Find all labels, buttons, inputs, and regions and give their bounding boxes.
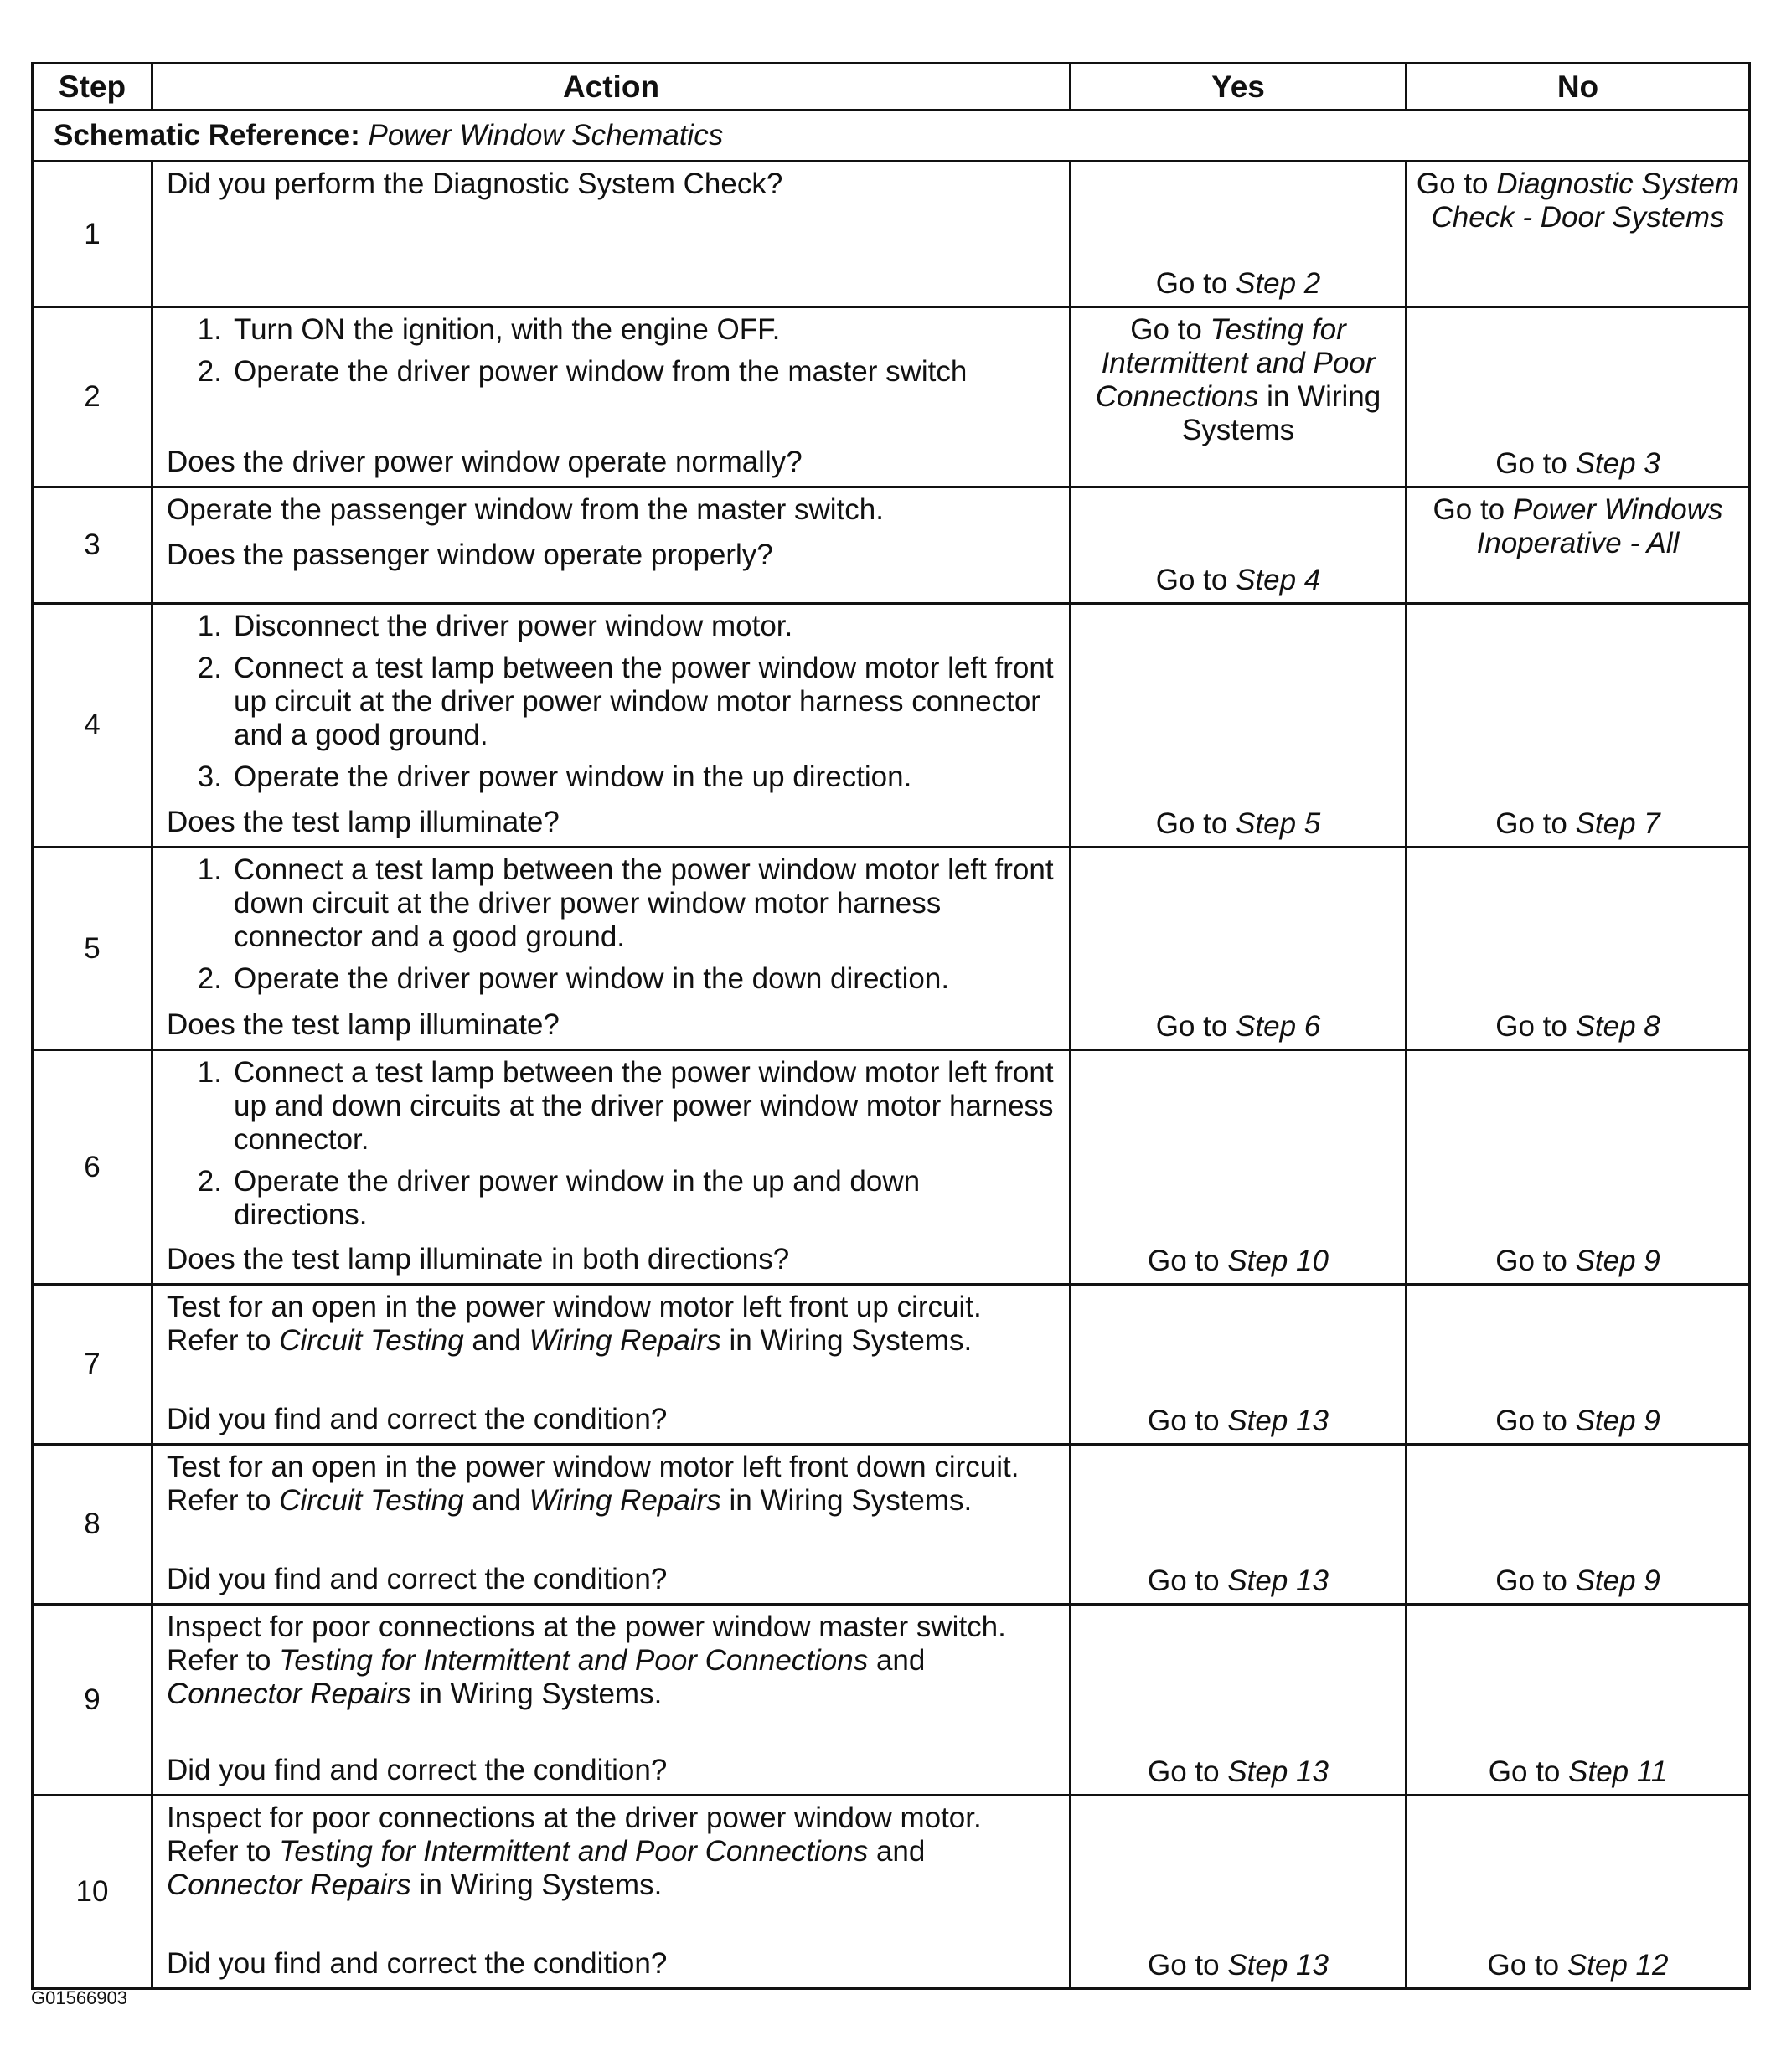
no-goto-link[interactable]: Step 9 xyxy=(1575,1405,1660,1437)
no-goto-text xyxy=(1407,1245,1748,1278)
no-cell xyxy=(1407,1285,1750,1445)
yes-goto-prefix: Go to xyxy=(1130,313,1211,346)
header-action: Action xyxy=(152,64,1071,111)
action-body xyxy=(167,853,1057,1004)
yes-cell xyxy=(1071,1605,1407,1796)
action-cell xyxy=(152,1050,1071,1285)
yes-goto-link[interactable]: Step 13 xyxy=(1227,1564,1329,1597)
action-body xyxy=(167,610,1057,802)
yes-goto-text xyxy=(1071,807,1405,841)
action-steps xyxy=(167,610,1057,794)
text-segment: and xyxy=(463,1324,529,1357)
action-step-text: Operate the driver power window in the up direction. xyxy=(234,760,912,793)
action-content xyxy=(167,1451,1057,1596)
step-number: 8 xyxy=(33,1445,152,1605)
action-body xyxy=(167,313,1057,397)
yes-goto-link[interactable]: Testing for Intermittent and Poor Connections xyxy=(1095,313,1376,413)
text-segment: in Wiring Systems. xyxy=(410,1868,663,1901)
action-step xyxy=(167,962,1057,996)
reference-link[interactable]: Testing for Intermittent and Poor Connections xyxy=(279,1644,869,1677)
action-line: Operate the passenger window from the master switch. xyxy=(167,493,884,526)
step-number: 5 xyxy=(33,848,152,1050)
action-step-number: 1. xyxy=(197,853,222,886)
reference-link[interactable]: Connector Repairs xyxy=(167,1868,411,1901)
action-content xyxy=(167,493,1057,595)
action-body xyxy=(167,1291,1057,1358)
action-cell xyxy=(152,1445,1071,1605)
reference-link[interactable]: Wiring Repairs xyxy=(529,1324,721,1357)
no-cell xyxy=(1407,307,1750,487)
no-goto-link[interactable]: Step 9 xyxy=(1575,1564,1660,1597)
action-cell xyxy=(152,162,1071,307)
schematic-reference-link[interactable]: Power Window Schematics xyxy=(368,119,724,152)
text-segment: in Wiring Systems. xyxy=(410,1678,663,1710)
action-content xyxy=(167,313,1057,479)
table-row xyxy=(33,1796,1750,1989)
action-body xyxy=(167,493,1057,584)
action-step-text: Operate the driver power window from the master switch xyxy=(234,355,968,388)
action-content xyxy=(167,1801,1057,1981)
action-cell xyxy=(152,604,1071,848)
action-step xyxy=(167,610,1057,643)
action-text xyxy=(167,1291,1057,1358)
yes-cell xyxy=(1071,1445,1407,1605)
text-segment: Test for an open in the power window motor left front down circuit. Refer to xyxy=(167,1451,1020,1517)
text-segment: in Wiring Systems. xyxy=(720,1324,973,1357)
text-segment: and xyxy=(463,1484,529,1517)
no-goto-prefix: Go to xyxy=(1495,447,1576,480)
action-cell xyxy=(152,307,1071,487)
yes-goto-text xyxy=(1071,1010,1405,1044)
table-row xyxy=(33,848,1750,1050)
no-goto-prefix: Go to xyxy=(1495,1010,1576,1043)
text-segment: Inspect for poor connections at the driver power window motor. Refer to xyxy=(167,1801,982,1868)
action-step-text: Connect a test lamp between the power window motor left front up circuit at the driver power window motor harness connector and a good ground. xyxy=(234,652,1054,751)
action-steps xyxy=(167,313,1057,389)
action-step xyxy=(167,355,1057,389)
yes-cell xyxy=(1071,848,1407,1050)
yes-goto-text xyxy=(1071,1755,1405,1789)
no-goto-text xyxy=(1407,168,1748,235)
action-text xyxy=(167,1801,1057,1902)
table-row xyxy=(33,604,1750,848)
text-segment: Test for an open in the power window motor left front up circuit. Refer to xyxy=(167,1291,982,1357)
text-segment: Inspect for poor connections at the power window master switch. Refer to xyxy=(167,1611,1006,1677)
table-row xyxy=(33,1445,1750,1605)
yes-cell xyxy=(1071,1285,1407,1445)
step-number: 7 xyxy=(33,1285,152,1445)
yes-cell xyxy=(1071,162,1407,307)
action-question: Does the test lamp illuminate in both directions? xyxy=(167,1243,790,1276)
no-cell xyxy=(1407,1796,1750,1989)
yes-goto-link[interactable]: Step 4 xyxy=(1236,564,1321,596)
text-segment: in Wiring Systems. xyxy=(720,1484,973,1517)
yes-goto-prefix: Go to xyxy=(1148,1405,1228,1437)
action-content xyxy=(167,168,1057,299)
step-number: 2 xyxy=(33,307,152,487)
yes-goto-link[interactable]: Step 5 xyxy=(1236,807,1321,840)
no-cell xyxy=(1407,604,1750,848)
step-number: 6 xyxy=(33,1050,152,1285)
text-segment: and xyxy=(868,1835,926,1868)
no-goto-prefix: Go to xyxy=(1495,1564,1576,1597)
yes-goto-text xyxy=(1071,267,1405,301)
action-question: Did you find and correct the condition? xyxy=(167,1403,668,1435)
action-question: Does the driver power window operate normally? xyxy=(167,446,803,478)
action-question: Does the test lamp illuminate? xyxy=(167,1008,560,1041)
table-row xyxy=(33,487,1750,604)
step-number: 1 xyxy=(33,162,152,307)
yes-goto-text xyxy=(1071,1245,1405,1278)
yes-goto-link[interactable]: Step 2 xyxy=(1236,267,1321,300)
header-step: Step xyxy=(33,64,152,111)
yes-goto-link[interactable]: Step 6 xyxy=(1236,1010,1321,1043)
action-step xyxy=(167,1165,1057,1232)
table-row xyxy=(33,1050,1750,1285)
yes-goto-text xyxy=(1071,1564,1405,1598)
no-goto-text xyxy=(1407,493,1748,560)
action-content xyxy=(167,1056,1057,1276)
action-step-text: Operate the driver power window in the down direction. xyxy=(234,962,950,995)
action-text xyxy=(167,1611,1057,1711)
no-goto-prefix: Go to xyxy=(1488,1755,1569,1788)
yes-goto-prefix: Go to xyxy=(1155,807,1236,840)
no-goto-prefix: Go to xyxy=(1487,1949,1567,1982)
action-step-number: 1. xyxy=(197,610,222,642)
schematic-reference-row xyxy=(33,111,1750,162)
yes-goto-link[interactable]: Step 13 xyxy=(1227,1949,1329,1982)
yes-goto-prefix: Go to xyxy=(1155,267,1236,300)
no-cell xyxy=(1407,487,1750,604)
action-cell xyxy=(152,487,1071,604)
action-step xyxy=(167,853,1057,954)
no-goto-prefix: Go to xyxy=(1495,1405,1576,1437)
no-cell xyxy=(1407,1605,1750,1796)
header-yes: Yes xyxy=(1071,64,1407,111)
no-goto-link[interactable]: Power Windows Inoperative - All xyxy=(1476,493,1723,559)
yes-goto-link[interactable]: Step 10 xyxy=(1227,1245,1329,1277)
action-step xyxy=(167,760,1057,794)
no-goto-link[interactable]: Step 8 xyxy=(1575,1010,1660,1043)
no-goto-link[interactable]: Step 12 xyxy=(1567,1949,1669,1982)
yes-goto-prefix: Go to xyxy=(1148,1564,1228,1597)
no-goto-text xyxy=(1407,807,1748,841)
action-body xyxy=(167,1451,1057,1518)
yes-goto-prefix: Go to xyxy=(1148,1949,1228,1982)
no-cell xyxy=(1407,1050,1750,1285)
action-step-number: 2. xyxy=(197,355,222,388)
no-goto-text xyxy=(1407,1405,1748,1438)
action-step xyxy=(167,1056,1057,1157)
action-cell xyxy=(152,848,1071,1050)
text-segment: and xyxy=(868,1644,926,1677)
action-step-text: Disconnect the driver power window motor. xyxy=(234,610,793,642)
action-body xyxy=(167,1611,1057,1711)
action-cell xyxy=(152,1796,1071,1989)
diagnostic-table xyxy=(31,62,1751,1990)
schematic-reference-label: Schematic Reference: xyxy=(54,119,360,152)
schematic-reference xyxy=(33,111,1750,162)
action-step-number: 2. xyxy=(197,1165,222,1198)
action-step-text: Connect a test lamp between the power window motor left front up and down circuits at the driver power window motor harness connector. xyxy=(234,1056,1054,1156)
action-content xyxy=(167,853,1057,1042)
action-content xyxy=(167,1611,1057,1787)
action-step-text: Connect a test lamp between the power window motor left front down circuit at the driver power window motor harness connector and a good ground. xyxy=(234,853,1054,953)
action-step-text: Operate the driver power window in the up and down directions. xyxy=(234,1165,921,1231)
action-steps xyxy=(167,1056,1057,1232)
no-cell xyxy=(1407,848,1750,1050)
yes-goto-prefix: Go to xyxy=(1155,564,1236,596)
action-content xyxy=(167,1291,1057,1436)
action-cell xyxy=(152,1285,1071,1445)
action-content xyxy=(167,610,1057,839)
action-step xyxy=(167,313,1057,347)
no-goto-prefix: Go to xyxy=(1495,1245,1576,1277)
yes-goto-link[interactable]: Step 13 xyxy=(1227,1405,1329,1437)
yes-goto-link[interactable]: Step 13 xyxy=(1227,1755,1329,1788)
reference-link[interactable]: Connector Repairs xyxy=(167,1678,411,1710)
table-row xyxy=(33,1285,1750,1445)
yes-goto-text xyxy=(1071,564,1405,597)
no-goto-text xyxy=(1407,447,1748,481)
reference-link[interactable]: Circuit Testing xyxy=(279,1324,464,1357)
action-question: Did you find and correct the condition? xyxy=(167,1947,668,1980)
action-body xyxy=(167,1056,1057,1240)
no-goto-link[interactable]: Diagnostic System Check - Door Systems xyxy=(1431,168,1740,234)
no-goto-link[interactable]: Step 9 xyxy=(1575,1245,1660,1277)
reference-link[interactable]: Circuit Testing xyxy=(279,1484,464,1517)
yes-goto-prefix: Go to xyxy=(1155,1010,1236,1043)
no-goto-text xyxy=(1407,1010,1748,1044)
yes-cell xyxy=(1071,604,1407,848)
reference-link[interactable]: Wiring Repairs xyxy=(529,1484,721,1517)
action-step-number: 2. xyxy=(197,962,222,995)
action-line: Did you perform the Diagnostic System Check? xyxy=(167,168,783,200)
action-step-number: 3. xyxy=(197,760,222,793)
no-goto-prefix: Go to xyxy=(1495,807,1576,840)
table-row xyxy=(33,162,1750,307)
yes-goto-text xyxy=(1071,1949,1405,1982)
action-question: Did you find and correct the condition? xyxy=(167,1754,668,1786)
action-steps xyxy=(167,853,1057,996)
no-cell xyxy=(1407,162,1750,307)
step-number: 4 xyxy=(33,604,152,848)
yes-cell xyxy=(1071,1050,1407,1285)
action-step xyxy=(167,652,1057,752)
no-goto-prefix: Go to xyxy=(1433,493,1513,526)
action-cell xyxy=(152,1605,1071,1796)
yes-cell xyxy=(1071,487,1407,604)
action-question: Does the test lamp illuminate? xyxy=(167,806,560,838)
no-goto-link[interactable]: Step 3 xyxy=(1575,447,1660,480)
no-goto-text xyxy=(1407,1755,1748,1789)
yes-cell xyxy=(1071,1796,1407,1989)
no-goto-link[interactable]: Step 11 xyxy=(1568,1755,1668,1788)
no-goto-prefix: Go to xyxy=(1416,168,1497,200)
step-number: 10 xyxy=(33,1796,152,1989)
reference-link[interactable]: Testing for Intermittent and Poor Connections xyxy=(279,1835,869,1868)
step-number: 9 xyxy=(33,1605,152,1796)
header-row xyxy=(33,64,1750,111)
yes-goto-prefix: Go to xyxy=(1148,1245,1228,1277)
no-cell xyxy=(1407,1445,1750,1605)
action-step-number: 1. xyxy=(197,1056,222,1089)
no-goto-text xyxy=(1407,1564,1748,1598)
action-step-number: 1. xyxy=(197,313,222,346)
table-row xyxy=(33,1605,1750,1796)
yes-goto-text xyxy=(1071,313,1405,447)
table-row xyxy=(33,307,1750,487)
action-text xyxy=(167,1451,1057,1518)
no-goto-text xyxy=(1407,1949,1748,1982)
action-question: Did you find and correct the condition? xyxy=(167,1563,668,1595)
figure-id: G01566903 xyxy=(31,1987,127,2008)
action-step-text: Turn ON the ignition, with the engine OFF. xyxy=(234,313,781,346)
action-body xyxy=(167,1801,1057,1902)
action-line: Does the passenger window operate properly? xyxy=(167,539,773,571)
action-step-number: 2. xyxy=(197,652,222,684)
yes-cell xyxy=(1071,307,1407,487)
header-no: No xyxy=(1407,64,1750,111)
no-goto-link[interactable]: Step 7 xyxy=(1575,807,1660,840)
yes-goto-text xyxy=(1071,1405,1405,1438)
yes-goto-prefix: Go to xyxy=(1148,1755,1228,1788)
yes-goto-suffix: in Wiring Systems xyxy=(1181,380,1381,446)
action-body xyxy=(167,168,1057,213)
step-number: 3 xyxy=(33,487,152,604)
